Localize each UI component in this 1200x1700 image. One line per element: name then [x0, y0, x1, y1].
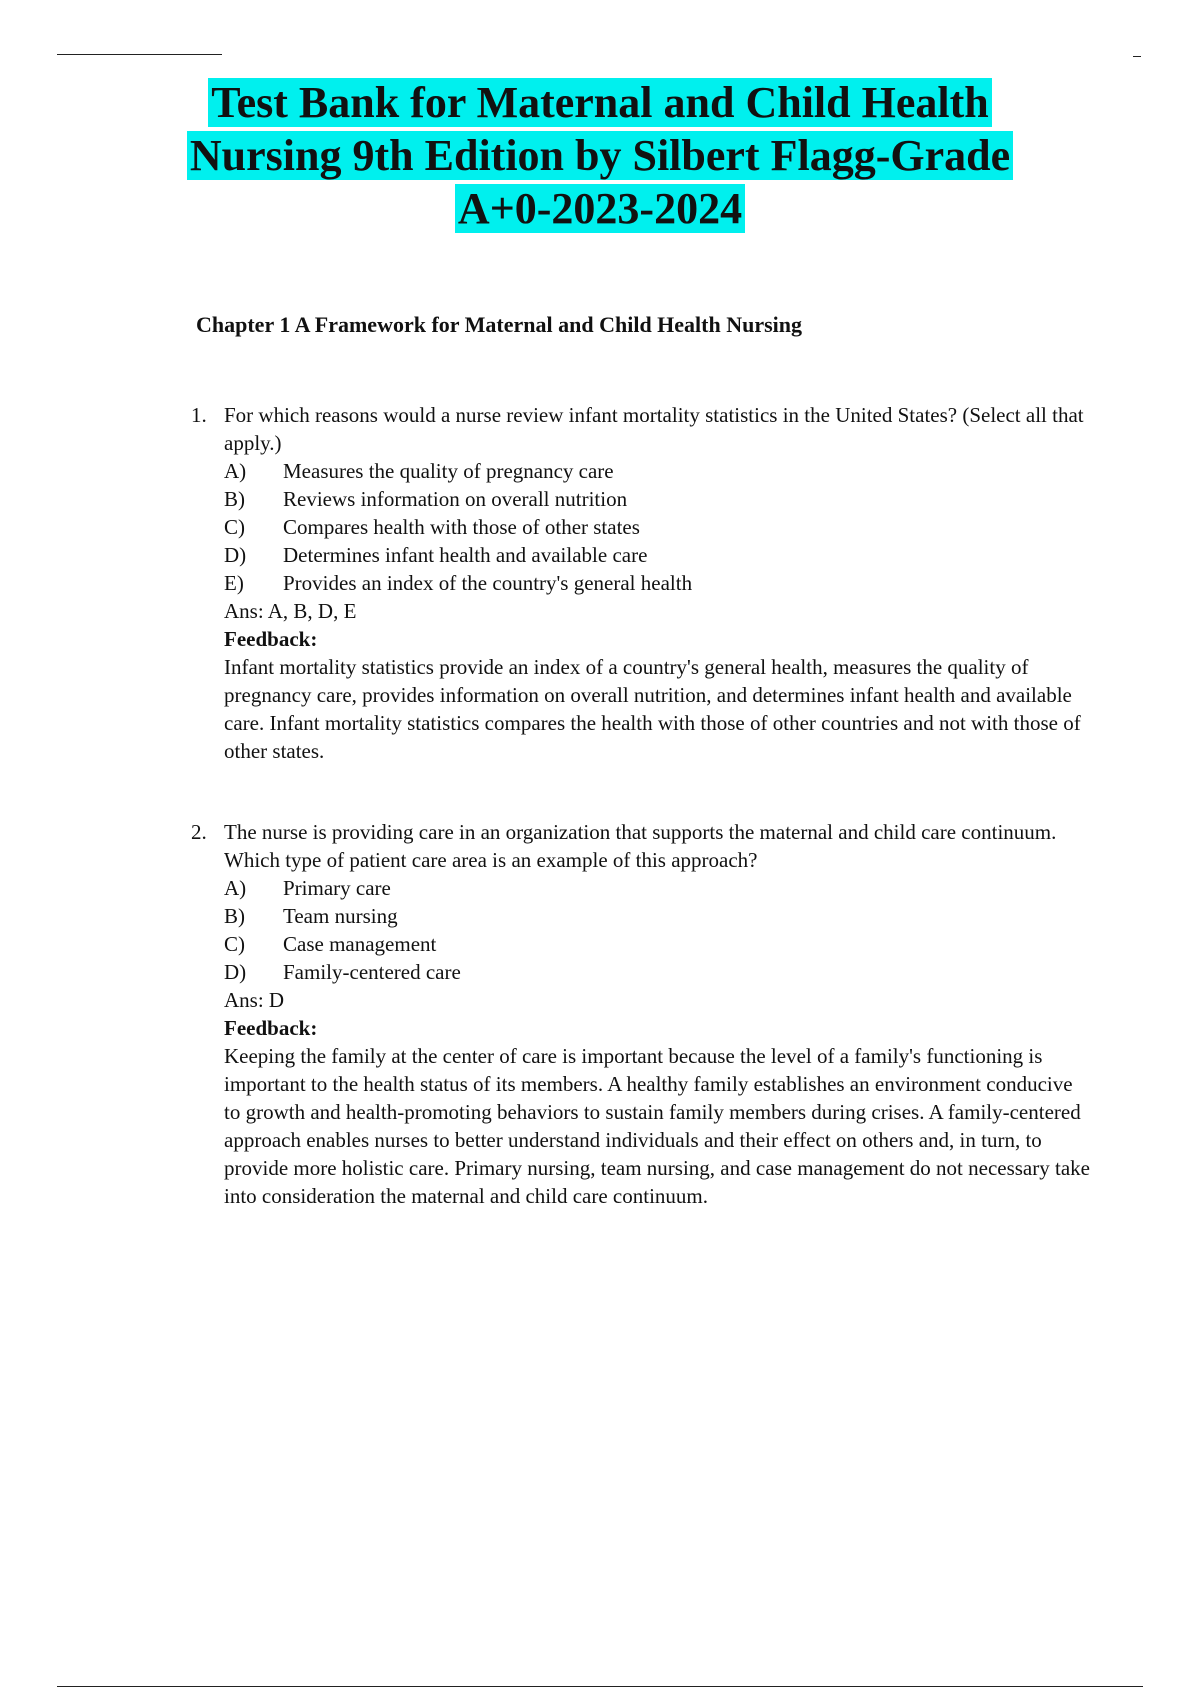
option-text: Reviews information on overall nutrition	[283, 487, 628, 511]
option-b	[224, 902, 1091, 930]
option-text: Family-centered care	[283, 960, 461, 984]
option-letter: C)	[224, 932, 245, 956]
feedback-text: Keeping the family at the center of care is important because the level of a family's functioning is important to the health status of its members. A healthy family establishes an environment conducive to growth and health-promoting behaviors to sustain family members during crises. A family-centered approach enables nurses to better understand individuals and their effect on others and, in turn, to provide more holistic care. Primary nursing, team nursing, and case management do not necessary take into consideration the maternal and child care continuum.	[224, 1044, 1090, 1208]
question-2	[191, 818, 1091, 1210]
feedback-label: Feedback:	[224, 1016, 318, 1040]
document-title-text: Test Bank for Maternal and Child Health Nursing 9th Edition by Silbert Flagg-Grade A+0-2023-2024	[187, 78, 1013, 233]
option-letter: B)	[224, 904, 245, 928]
question-1	[191, 401, 1091, 765]
question-number: 2.	[191, 820, 207, 844]
option-text: Case management	[283, 932, 437, 956]
header-rule-right	[1133, 56, 1141, 57]
answer-key: Ans: D	[224, 988, 285, 1012]
option-a	[224, 874, 1091, 902]
option-c	[224, 513, 1091, 541]
chapter-heading: Chapter 1 A Framework for Maternal and Child Health Nursing	[196, 312, 803, 337]
feedback-text: Infant mortality statistics provide an index of a country's general health, measures the quality of pregnancy care, provides information on overall nutrition, and determines infant health and available care. Infant mortality statistics compares the health with those of other countries and not with those of other states.	[224, 655, 1081, 763]
footer-rule	[57, 1686, 1143, 1687]
answer-options	[224, 457, 1091, 597]
option-letter: D)	[224, 543, 247, 567]
question-number: 1.	[191, 403, 207, 427]
option-text: Team nursing	[283, 904, 398, 928]
option-letter: C)	[224, 515, 245, 539]
question-stem: For which reasons would a nurse review infant mortality statistics in the United States? (Select all that apply.)	[224, 403, 1084, 455]
option-text: Provides an index of the country's general health	[283, 571, 693, 595]
question-body	[224, 818, 1091, 1210]
header-rule-left	[57, 54, 222, 55]
option-d	[224, 958, 1091, 986]
option-b	[224, 485, 1091, 513]
option-text: Primary care	[283, 876, 391, 900]
option-letter: B)	[224, 487, 245, 511]
option-a	[224, 457, 1091, 485]
answer-key: Ans: A, B, D, E	[224, 599, 357, 623]
option-letter: E)	[224, 571, 244, 595]
option-d	[224, 541, 1091, 569]
option-c	[224, 930, 1091, 958]
question-stem: The nurse is providing care in an organization that supports the maternal and child care continuum. Which type of patient care area is an example of this approach?	[224, 820, 1057, 872]
option-letter: A)	[224, 459, 247, 483]
option-letter: A)	[224, 876, 247, 900]
feedback-label: Feedback:	[224, 627, 318, 651]
question-body	[224, 401, 1091, 765]
option-text: Determines infant health and available care	[283, 543, 648, 567]
option-text: Measures the quality of pregnancy care	[283, 459, 614, 483]
answer-options	[224, 874, 1091, 986]
option-text: Compares health with those of other states	[283, 515, 640, 539]
document-title	[150, 76, 1050, 235]
option-e	[224, 569, 1091, 597]
option-letter: D)	[224, 960, 247, 984]
